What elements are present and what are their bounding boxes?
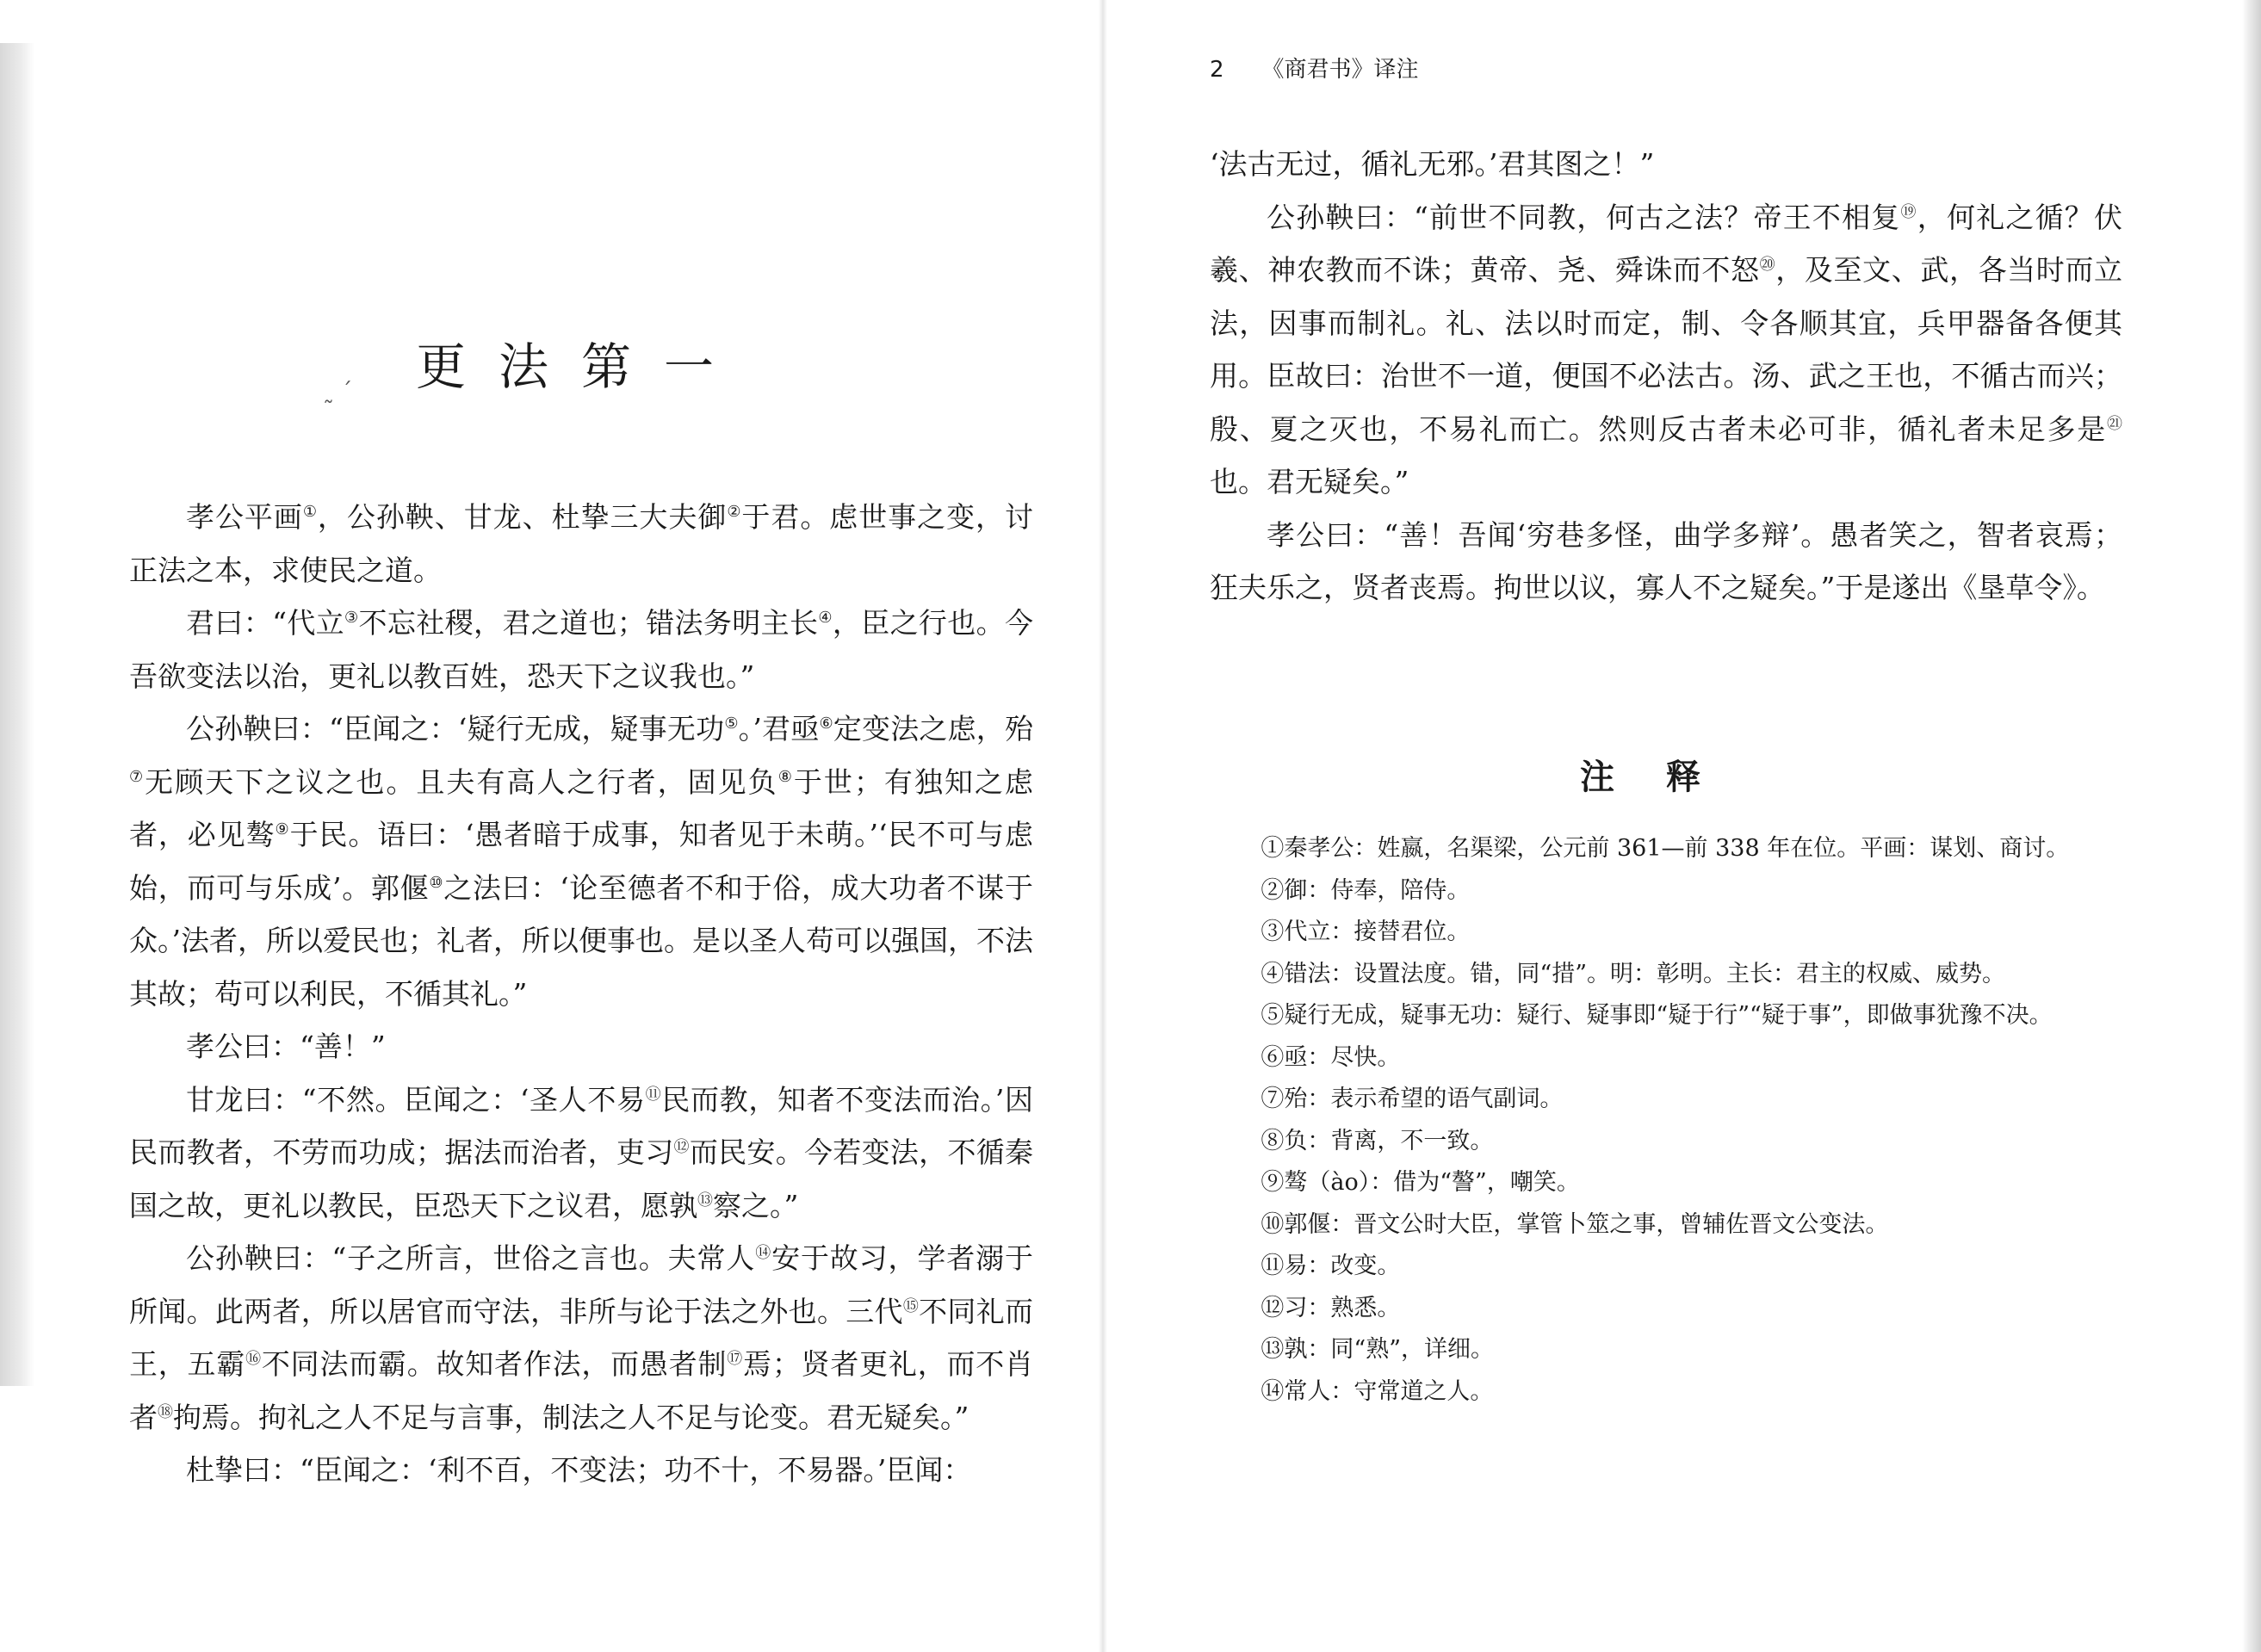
note-item: ⑨骜（ào）：借为“謷”，嘲笑。 [1261, 1169, 1580, 1196]
note-item: ⑬孰：同“熟”，详细。 [1261, 1336, 1494, 1363]
paragraph: 杜挚曰：“臣闻之：‘利不百，不变法；功不十，不易器。’臣闻： [186, 1453, 972, 1487]
running-head [1210, 52, 1419, 84]
note-marker: ⑨ [275, 820, 290, 838]
right-page [1210, 0, 2122, 1652]
note-item: ⑦殆：表示希望的语气副词。 [1261, 1086, 1564, 1112]
scan-shadow-left [0, 43, 34, 1386]
note-marker: ③ [344, 609, 359, 627]
note-marker: ㉑ [2107, 414, 2122, 433]
left-body-text [129, 491, 1033, 1497]
left-page [129, 0, 1033, 1652]
note-item: ③代立：接替君位。 [1261, 919, 1471, 945]
note-item: ①秦孝公：姓嬴，名渠梁，公元前 361—前 338 年在位。平画：谋划、商讨。 [1261, 835, 2070, 862]
note-marker: ⑮ [902, 1296, 920, 1315]
note-item: ②御：侍奉，陪侍。 [1261, 876, 1471, 904]
note-marker: ⑭ [755, 1244, 772, 1262]
note-marker: ⑤ [724, 715, 739, 733]
running-title: 《商君书》译注 [1261, 57, 1419, 83]
paragraph: 孝公曰：“善！” [186, 1030, 386, 1063]
note-item: ⑩郭偃：晋文公时大臣，掌管卜筮之事，曾辅佐晋文公变法。 [1261, 1210, 1889, 1238]
book-gutter [1099, 0, 1107, 1652]
note-item: ⑧负：背离，不一致。 [1261, 1127, 1494, 1154]
chapter-title: 更法第一 [415, 337, 746, 396]
paragraph: 孝公曰：“善！吾闻‘穷巷多怪，曲学多辩’。愚者笑之，智者哀焉；狂夫乐之，贤者丧焉。拘世以议，寡人不之疑矣。”于是遂出《垦草令》。 [1210, 517, 2122, 604]
note-marker: ② [727, 503, 742, 521]
note-marker: ⑥ [819, 715, 833, 733]
note-marker: ⑳ [1759, 256, 1776, 274]
note-item: ④错法：设置法度。错，同“措”。明：彰明。主长：君主的权威、威势。 [1261, 960, 2005, 987]
scan-shadow-right [2242, 0, 2261, 1652]
paragraph: 孝公平画①，公孙鞅、甘龙、杜挚三大夫御②于君。虑世事之变，讨正法之本，求使民之道。 [129, 500, 1034, 587]
note-marker: ⑬ [697, 1191, 713, 1210]
paragraph: 公孙鞅曰：“子之所言，世俗之言也。夫常人⑭安于故习，学者溺于所闻。此两者，所以居官而守法，非所与论于法之外也。三代⑮不同礼而王，五霸⑯不同法而霸。故知者作法，而愚者制⑰焉；贤者更礼，而不肖者⑱拘焉。拘礼之人不足与言事，制法之人不足与论变。君无疑矣。” [129, 1241, 1034, 1434]
paragraph: 甘龙曰：“不然。臣闻之：‘圣人不易⑪民而教，知者不变法而治。’因民而教者，不劳而功成；据法而治者，吏习⑫而民安。今若变法，不循秦国之故，更礼以教民，臣恐天下之议君，愿孰⑬察之。” [129, 1082, 1034, 1222]
note-marker: ⑦ [129, 767, 146, 786]
paragraph: 公孙鞅曰：“臣闻之：‘疑行无成，疑事无功⑤。’君亟⑥定变法之虑，殆⑦无顾天下之议之也。且夫有高人之行者，固见负⑧于世；有独知之虑者，必见骜⑨于民。语曰：‘愚者暗于成事，知者见于未萌。’‘民不可与虑始，而可与乐成’。郭偃⑩之法曰：‘论至德者不和于俗，成大功者不谋于众。’法者，所以爱民也；礼者，所以便事也。是以圣人苟可以强国，不法其故；苟可以利民，不循其礼。” [129, 712, 1034, 1011]
note-marker: ⑰ [727, 1350, 744, 1368]
paragraph: 君曰：“代立③不忘社稷，君之道也；错法务明主长④，臣之行也。今吾欲变法以治，更礼以教百姓，恐天下之议我也。” [129, 606, 1034, 693]
note-item: ⑭常人：守常道之人。 [1261, 1377, 1494, 1405]
paragraph: ‘法古无过，循礼无邪。’君其图之！” [1210, 147, 1655, 181]
note-item: ⑫习：熟悉。 [1261, 1294, 1401, 1321]
note-item: ⑤疑行无成，疑事无功：疑行、疑事即“疑于行”“疑于事”，即做事犹豫不决。 [1261, 1002, 2053, 1029]
note-marker: ① [302, 503, 318, 521]
note-marker: ⑪ [645, 1085, 662, 1104]
note-marker: ⑯ [245, 1350, 262, 1368]
title-ornament: ˷ ˊ [323, 379, 353, 405]
note-marker: ⑲ [1900, 202, 1917, 221]
notes-list [1210, 828, 2122, 1413]
note-marker: ④ [818, 609, 833, 627]
notes-heading: 注释 [1580, 757, 1752, 798]
note-marker: ⑫ [673, 1138, 690, 1156]
paragraph: 公孙鞅曰：“前世不同教，何古之法？帝王不相复⑲，何礼之循？伏羲、神农教而不诛；黄帝、尧、舜诛而不怒⑳，及至文、武，各当时而立法，因事而制礼。礼、法以时而定，制、令各顺其宜，兵甲器备各便其用。臣故曰：治世不一道，便国不必法古。汤、武之王也，不循古而兴；殷、夏之灭也，不易礼而亡。然则反古者未必可非，循礼者未足多是$^㉑$也。君无疑矣。” [1210, 200, 2123, 498]
note-item: ⑥亟：尽快。 [1261, 1043, 1401, 1071]
note-marker: ⑧ [777, 767, 794, 786]
page-number: 2 [1210, 57, 1224, 83]
note-item: ⑪易：改变。 [1261, 1253, 1401, 1279]
note-marker: ⑱ [158, 1402, 173, 1421]
right-body-text [1210, 138, 2122, 615]
note-marker: ⑩ [429, 873, 444, 892]
